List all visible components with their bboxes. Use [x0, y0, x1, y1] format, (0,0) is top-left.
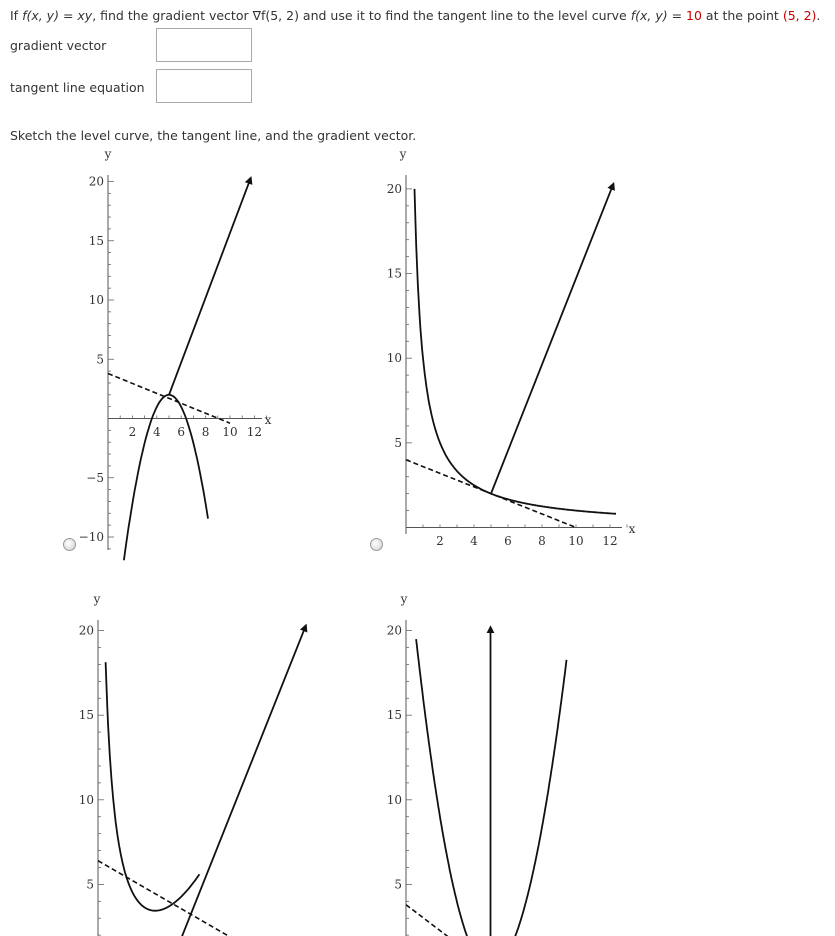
q-fxy: f(x, y)	[22, 8, 59, 23]
x-axis-label: x	[628, 522, 636, 536]
y-tick-label: 5	[394, 435, 402, 450]
y-tick-label: 15	[78, 708, 94, 723]
y-tick-label: 20	[88, 174, 104, 189]
y-tick-label: 15	[88, 233, 104, 248]
y-tick-label: 10	[88, 293, 104, 307]
x-tick-label: 4	[152, 425, 161, 439]
x-tick-label: 2	[128, 425, 137, 439]
y-tick-label: 10	[386, 792, 402, 807]
y-tick-label: −10	[78, 530, 104, 544]
q-level: 10	[686, 8, 702, 23]
q-xy: xy	[77, 8, 93, 23]
x-tick-label: 4	[470, 534, 478, 548]
q-mid1: , find the gradient vector	[92, 8, 253, 23]
x-tick-label: 6	[177, 425, 186, 439]
y-axis-label: y	[399, 147, 407, 161]
y-tick-label: 5	[96, 352, 104, 367]
y-tick-label: 20	[386, 623, 402, 638]
y-tick-label: 5	[86, 877, 94, 892]
x-tick-label: 12	[246, 425, 263, 439]
x-tick-label: 6	[504, 534, 512, 548]
y-tick-label: 15	[386, 708, 402, 723]
level-curve	[415, 189, 617, 514]
gradient-vector	[169, 626, 306, 936]
q-mid2: and use it to find the tangent line to the level curve	[298, 8, 631, 23]
tangent-line	[406, 460, 576, 528]
y-tick-label: 5	[394, 877, 402, 892]
y-axis-label: y	[93, 592, 101, 606]
x-tick-label: 8	[201, 425, 210, 439]
x-tick-label: 10	[568, 534, 584, 548]
tangent-label: tangent line equation	[10, 80, 145, 95]
y-tick-label: 10	[386, 351, 402, 366]
x-tick-label: 10	[222, 425, 238, 439]
level-curve	[124, 395, 208, 561]
tangent-line	[406, 905, 491, 936]
q-fxy2: f(x, y)	[630, 8, 668, 23]
q-grad: ∇f(5, 2)	[252, 8, 299, 23]
q-prefix: If	[10, 8, 23, 23]
sketch-prompt: Sketch the level curve, the tangent line, and the gradient vector.	[10, 128, 417, 143]
tangent-line	[98, 861, 286, 936]
x-tick-label: 2	[436, 534, 444, 548]
gradient-label: gradient vector	[10, 38, 107, 53]
q-eq2: =	[667, 8, 687, 23]
x-axis-label: x	[264, 413, 272, 427]
y-tick-label: 15	[386, 266, 402, 281]
y-axis-label: y	[400, 592, 408, 606]
y-tick-label: 20	[386, 181, 402, 196]
y-tick-label: 20	[78, 623, 94, 638]
q-eq: =	[58, 8, 78, 23]
x-tick-label: 12	[602, 534, 618, 548]
q-end: .	[816, 8, 821, 23]
y-tick-label: 10	[78, 792, 94, 807]
q-mid3: at the point	[701, 8, 783, 23]
x-tick-label: 8	[538, 534, 546, 548]
gradient-vector	[491, 184, 613, 494]
y-axis-label: y	[104, 147, 112, 161]
y-tick-label: −5	[86, 470, 104, 485]
gradient-vector	[169, 178, 251, 395]
q-point: (5, 2)	[782, 8, 817, 23]
